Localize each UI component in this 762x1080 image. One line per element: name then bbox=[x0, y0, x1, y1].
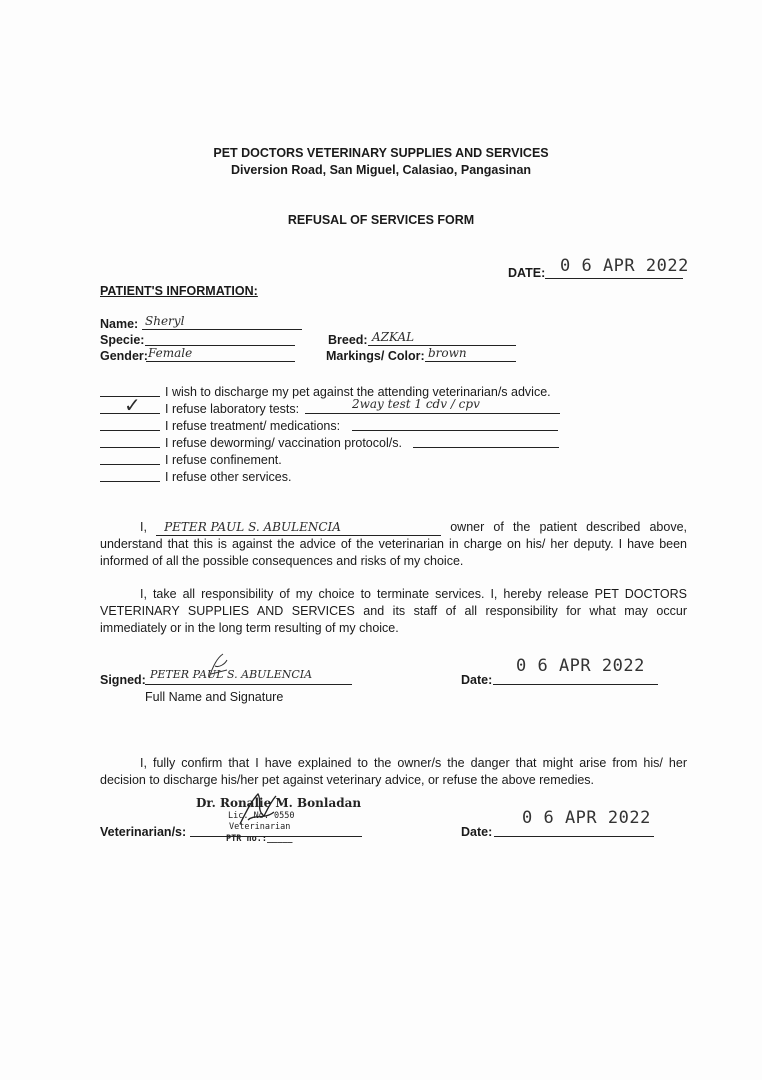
vet-stamp-ptr: PTR no.:_____ bbox=[226, 834, 293, 844]
gender-label: Gender: bbox=[100, 349, 148, 363]
date-stamp: 0 6 APR 2022 bbox=[560, 256, 689, 276]
option-detail-line bbox=[352, 430, 558, 431]
vet-stamp-license: Lic. No. 0550 bbox=[228, 811, 295, 821]
vet-date-label: Date: bbox=[461, 825, 493, 839]
release-paragraph: I, take all responsibility of my choice to terminate services. I, hereby release PET DOCTORS VETERINARY SUPPLIES AND SERVICES and its staff of all responsibility for what may occur immediately or in the long term resulting of my choice. bbox=[100, 587, 687, 635]
markings-label: Markings/ Color: bbox=[326, 349, 425, 363]
clinic-name: PET DOCTORS VETERINARY SUPPLIES AND SERVICES bbox=[213, 146, 549, 160]
vet-date-stamp: 0 6 APR 2022 bbox=[522, 808, 651, 828]
breed-value: AZKAL bbox=[372, 330, 415, 344]
vet-signature-scribble-icon bbox=[234, 790, 284, 830]
owner-date-label: Date: bbox=[461, 673, 493, 687]
option-label: I refuse deworming/ vaccination protocol/s. bbox=[165, 436, 402, 450]
option-label: I refuse confinement. bbox=[165, 453, 282, 467]
gender-line bbox=[146, 361, 295, 362]
vet-stamp-name: Dr. Ronalie M. Bonladan bbox=[196, 796, 362, 810]
option-blank[interactable] bbox=[100, 464, 160, 465]
date-label: DATE: bbox=[508, 266, 546, 280]
option-blank[interactable] bbox=[100, 447, 160, 448]
option-label: I refuse other services. bbox=[165, 470, 292, 484]
name-line bbox=[142, 329, 302, 330]
clinic-address: Diversion Road, San Miguel, Calasiao, Pangasinan bbox=[230, 163, 532, 177]
owner-signature: PETER PAUL S. ABULENCIA bbox=[150, 668, 313, 681]
confirm-paragraph: I, fully confirm that I have explained to the owner/s the danger that might arise from his/ her decision to discharge his/her pet against veterinary advice, or refuse the above remedies. bbox=[100, 756, 687, 787]
markings-value: brown bbox=[428, 346, 467, 360]
option-detail-line bbox=[305, 413, 560, 414]
gender-value: Female bbox=[148, 346, 193, 360]
specie-label: Specie: bbox=[100, 333, 145, 347]
form-title: REFUSAL OF SERVICES FORM bbox=[287, 213, 475, 227]
vet-label: Veterinarian/s: bbox=[100, 825, 187, 839]
option-detail: 2way test 1 cdv / cpv bbox=[352, 397, 480, 411]
owner-date-line bbox=[493, 684, 658, 685]
option-label: I refuse laboratory tests: bbox=[165, 402, 300, 416]
name-value: Sheryl bbox=[145, 314, 185, 328]
option-label: I wish to discharge my pet against the attending veterinarian/s advice. bbox=[165, 385, 551, 399]
option-blank[interactable] bbox=[100, 430, 160, 431]
owner-name: PETER PAUL S. ABULENCIA bbox=[164, 520, 341, 534]
owner-date-stamp: 0 6 APR 2022 bbox=[516, 656, 645, 676]
date-line bbox=[545, 278, 683, 279]
option-detail-line bbox=[413, 447, 559, 448]
option-blank[interactable] bbox=[100, 481, 160, 482]
statement-text: owner of the patient described above, understand that this is against the advice of the veterinarian in charge on his/ her deputy. I have been informed of all the possible consequences and risks of my choice. bbox=[100, 520, 687, 568]
breed-label: Breed: bbox=[328, 333, 368, 347]
signed-line bbox=[145, 684, 352, 685]
signed-label: Signed: bbox=[100, 673, 146, 687]
patient-info-title: PATIENT'S INFORMATION: bbox=[100, 284, 258, 298]
vet-stamp-title: Veterinarian bbox=[229, 822, 291, 832]
option-label: I refuse treatment/ medications: bbox=[165, 419, 341, 433]
statement-prefix: I, bbox=[140, 520, 147, 534]
markings-line bbox=[425, 361, 516, 362]
signature-scribble-icon bbox=[205, 652, 231, 682]
signature-caption: Full Name and Signature bbox=[145, 690, 284, 704]
check-mark-icon: ✓ bbox=[124, 393, 141, 417]
name-label: Name: bbox=[100, 317, 139, 331]
owner-name-line bbox=[156, 522, 441, 536]
vet-date-line bbox=[494, 836, 654, 837]
owner-statement bbox=[100, 519, 687, 570]
